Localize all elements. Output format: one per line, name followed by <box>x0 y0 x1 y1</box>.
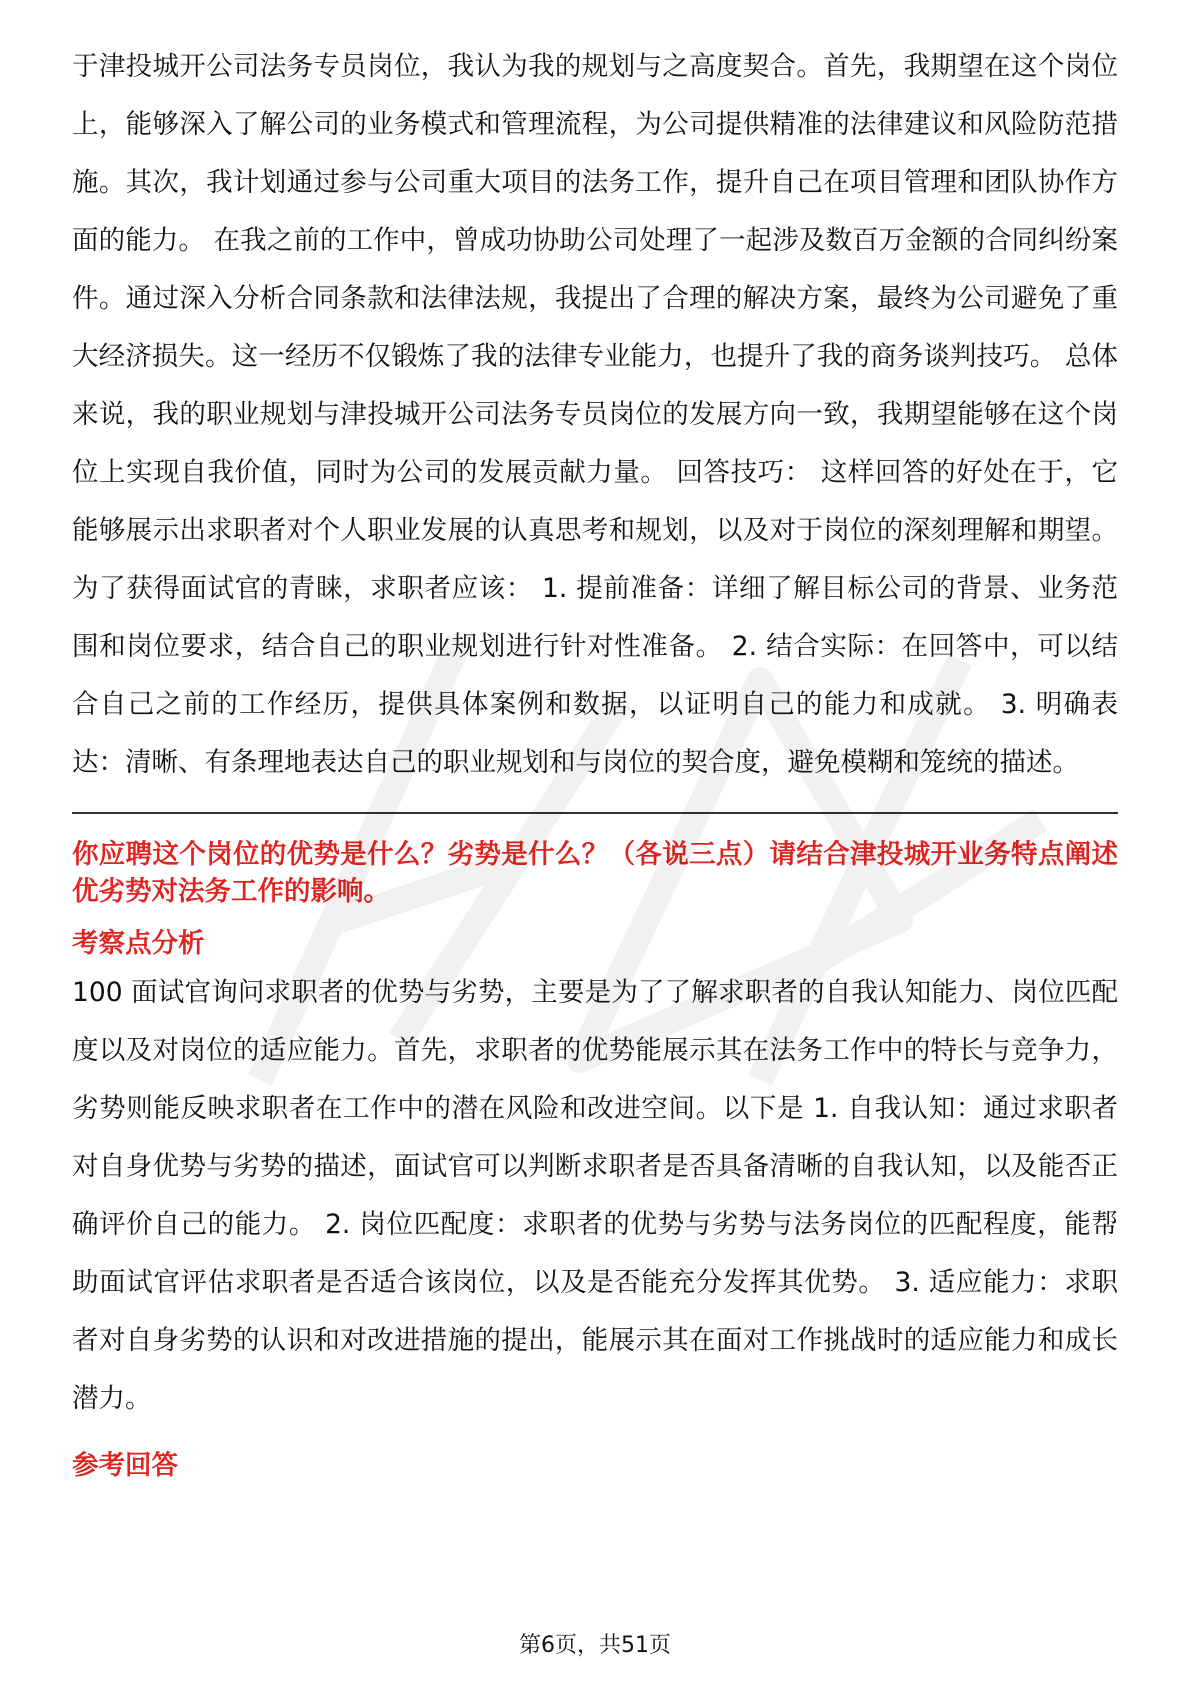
analysis-heading: 考察点分析 <box>72 928 205 959</box>
question-heading: 你应聘这个岗位的优势是什么？劣势是什么？（各说三点）请结合津投城开业务特点阐述优劣势对法务工作的影响。 <box>72 839 1118 907</box>
analysis-paragraph: 100 面试官询问求职者的优势与劣势，主要是为了了解求职者的自我认知能力、岗位匹配度以及对岗位的适应能力。首先，求职者的优势能展示其在法务工作中的特长与竞争力，劣势则能反映求职者在工作中的潜在风险和改进空间。以下是 1. 自我认知：通过求职者对自身优势与劣势的描述，面试官可以判断求职者是否具备清晰的自我认知，以及能否正确评价自己的能力。 2. 岗位匹配度：求职者的优势与劣势与法务岗位的匹配程度，能帮助面试官评估求职者是否适合该岗位，以及是否能充分发挥其优势。 3. 适应能力：求职者对自身劣势的认识和对改进措施的提出，能展示其在面对工作挑战时的适应能力和成长潜力。 <box>72 977 1118 1414</box>
section-divider <box>72 812 1118 814</box>
document-page <box>72 38 1118 1486</box>
continuation-paragraph: 于津投城开公司法务专员岗位，我认为我的规划与之高度契合。首先，我期望在这个岗位上，能够深入了解公司的业务模式和管理流程，为公司提供精准的法律建议和风险防范措施。其次，我计划通过参与公司重大项目的法务工作，提升自己在项目管理和团队协作方面的能力。 在我之前的工作中，曾成功协助公司处理了一起涉及数百万金额的合同纠纷案件。通过深入分析合同条款和法律法规，我提出了合理的解决方案，最终为公司避免了重大经济损失。这一经历不仅锻炼了我的法律专业能力，也提升了我的商务谈判技巧。 总体来说，我的职业规划与津投城开公司法务专员岗位的发展方向一致，我期望能够在这个岗位上实现自我价值，同时为公司的发展贡献力量。 回答技巧： 这样回答的好处在于，它能够展示出求职者对个人职业发展的认真思考和规划，以及对于岗位的深刻理解和期望。为了获得面试官的青睐，求职者应该： 1. 提前准备：详细了解目标公司的背景、业务范围和岗位要求，结合自己的职业规划进行针对性准备。 2. 结合实际：在回答中，可以结合自己之前的工作经历，提供具体案例和数据，以证明自己的能力和成就。 3. 明确表达：清晰、有条理地表达自己的职业规划和与岗位的契合度，避免模糊和笼统的描述。 <box>72 51 1118 778</box>
page-number: 第6页，共51页 <box>519 1633 671 1658</box>
answer-heading: 参考回答 <box>72 1450 178 1481</box>
